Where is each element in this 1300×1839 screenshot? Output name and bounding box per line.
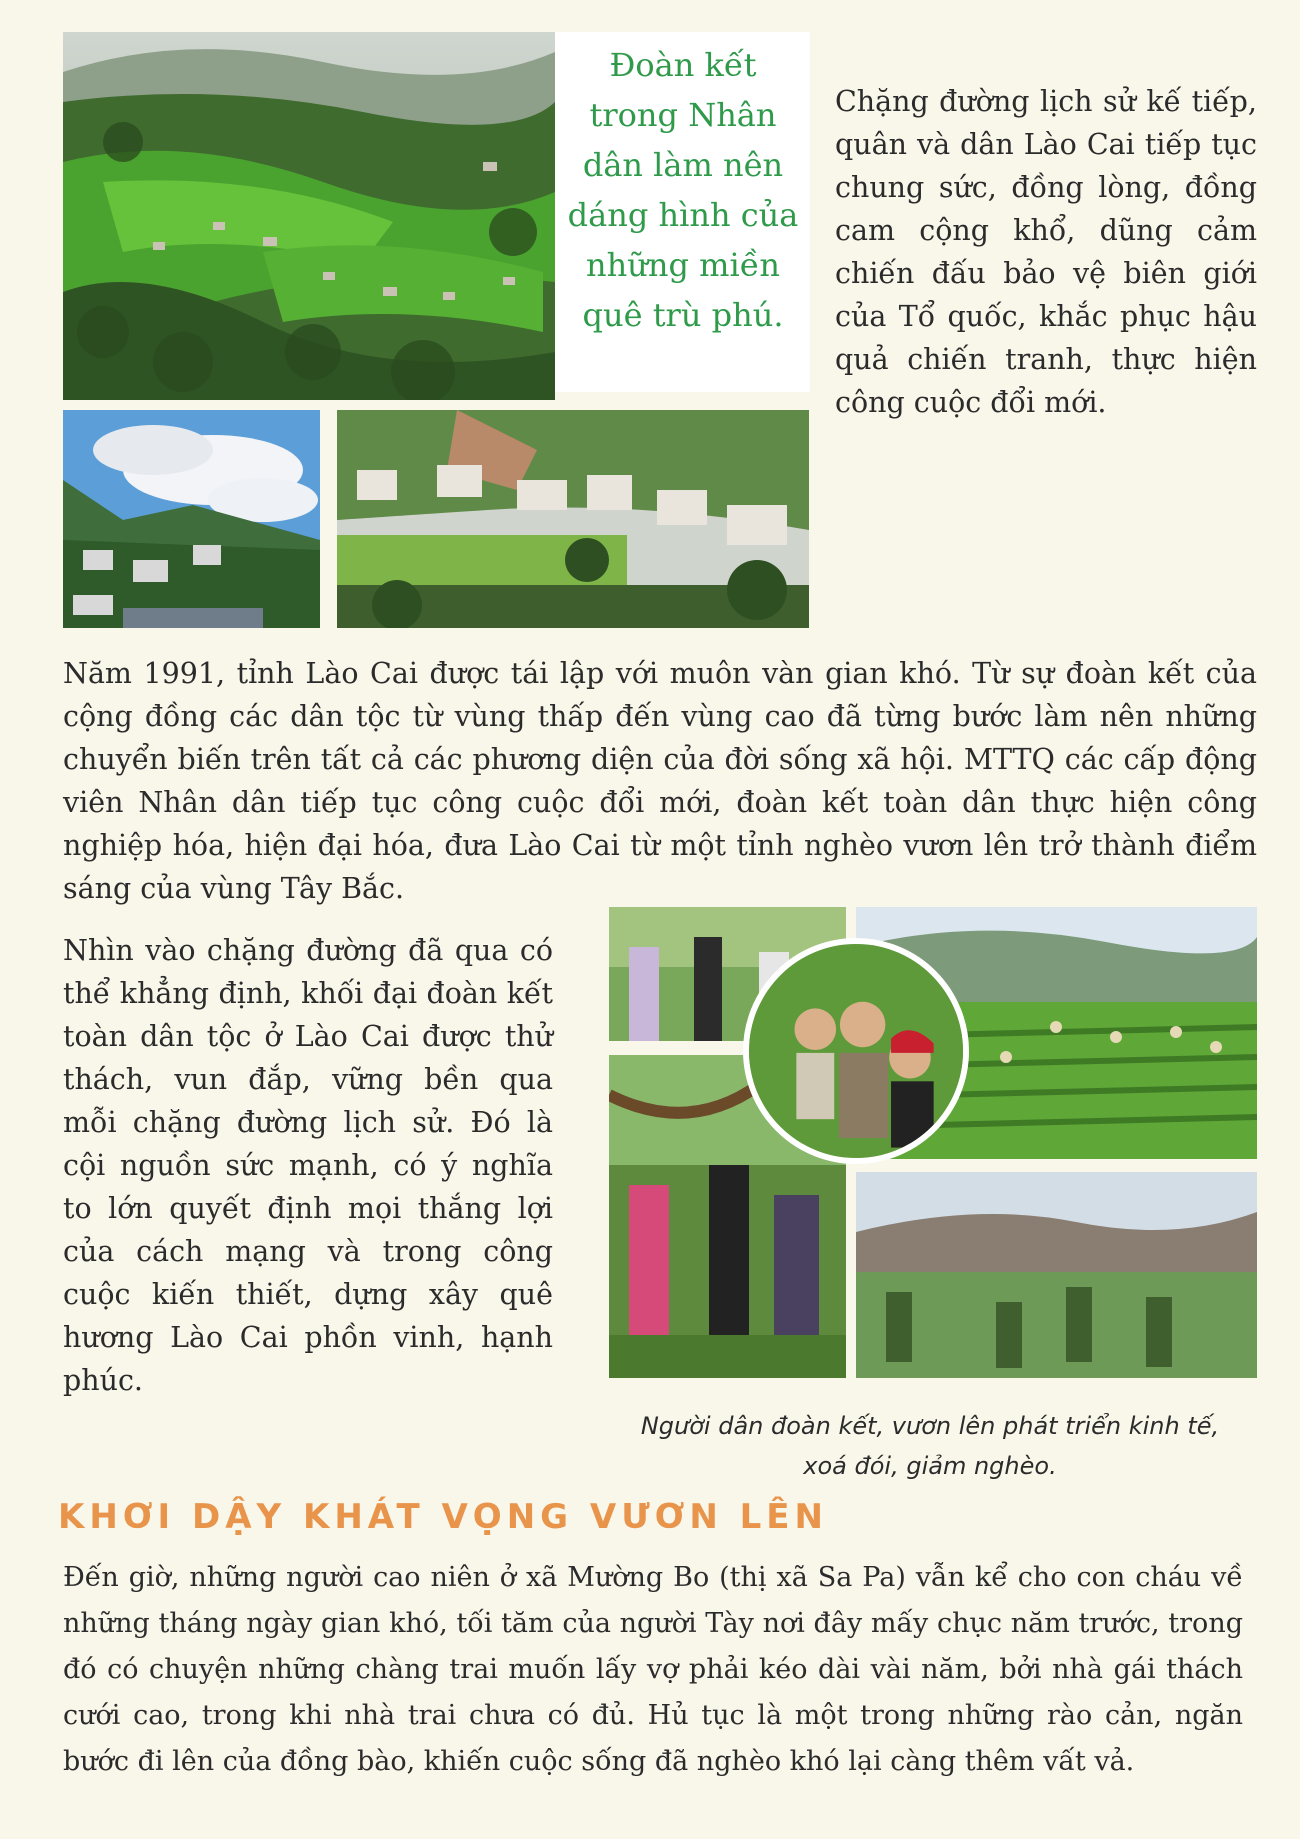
paragraph-1: Chặng đường lịch sử kế tiếp, quân và dân Lào Cai tiếp tục chung sức, đồng lòng, đồng cam cộng khổ, dũng cảm chiến đấu bảo vệ biên giới của Tổ quốc, khắc phục hậu quả chiến tranh, thực hiện công cuộc đổi mới. xyxy=(835,85,1257,419)
caption-line-2: xoá đói, giảm nghèo. xyxy=(803,1452,1057,1480)
quote-text: Đoàn kết trong Nhân dân làm nên dáng hình của những miền quê trù phú. xyxy=(567,46,799,334)
section-heading: KHƠI DẬY KHÁT VỌNG VƯƠN LÊN xyxy=(58,1497,828,1537)
photo-sky-houses xyxy=(63,410,320,628)
photo-valley-terraces xyxy=(63,32,555,400)
photo-circle-portrait xyxy=(743,938,969,1164)
paragraph-3: Nhìn vào chặng đường đã qua có thể khẳng định, khối đại đoàn kết toàn dân tộc ở Lào Cai được thử thách, vun đắp, vững bền qua mỗi chặng đường lịch sử. Đó là cội nguồn sức mạnh, có ý nghĩa to lớn quyết định mọi thắng lợi của cách mạng và trong công cuộc kiến thiết, dựng xây quê hương Lào Cai phồn vinh, hạnh phúc. xyxy=(63,934,553,1397)
collage-caption xyxy=(610,1406,1250,1486)
paragraph-2: Năm 1991, tỉnh Lào Cai được tái lập với muôn vàn gian khó. Từ sự đoàn kết của cộng đồng các dân tộc từ vùng thấp đến vùng cao đã từng bước làm nên những chuyển biến trên tất cả các phương diện của đời sống xã hội. MTTQ các cấp động viên Nhân dân tiếp tục công cuộc đổi mới, đoàn kết toàn dân thực hiện công nghiệp hóa, hiện đại hóa, đưa Lào Cai từ một tỉnh nghèo vươn lên trở thành điểm sáng của vùng Tây Bắc. xyxy=(63,657,1257,905)
photo-pineapple-field xyxy=(856,1172,1257,1378)
caption-line-1: Người dân đoàn kết, vươn lên phát triển kinh tế, xyxy=(640,1412,1220,1440)
paragraph-4: Đến giờ, những người cao niên ở xã Mường Bo (thị xã Sa Pa) vẫn kể cho con cháu về những tháng ngày gian khó, tối tăm của người Tày nơi đây mấy chục năm trước, trong đó có chuyện những chàng trai muốn lấy vợ phải kéo dài vài năm, bởi nhà gái thách cưới cao, trong khi nhà trai chưa có đủ. Hủ tục là một trong những rào cản, ngăn bước đi lên của đồng bào, khiến cuộc sống đã nghèo khó lại càng thêm vất vả. xyxy=(63,1562,1243,1777)
quote-box xyxy=(555,32,810,392)
photo-village-hillside xyxy=(337,410,809,628)
